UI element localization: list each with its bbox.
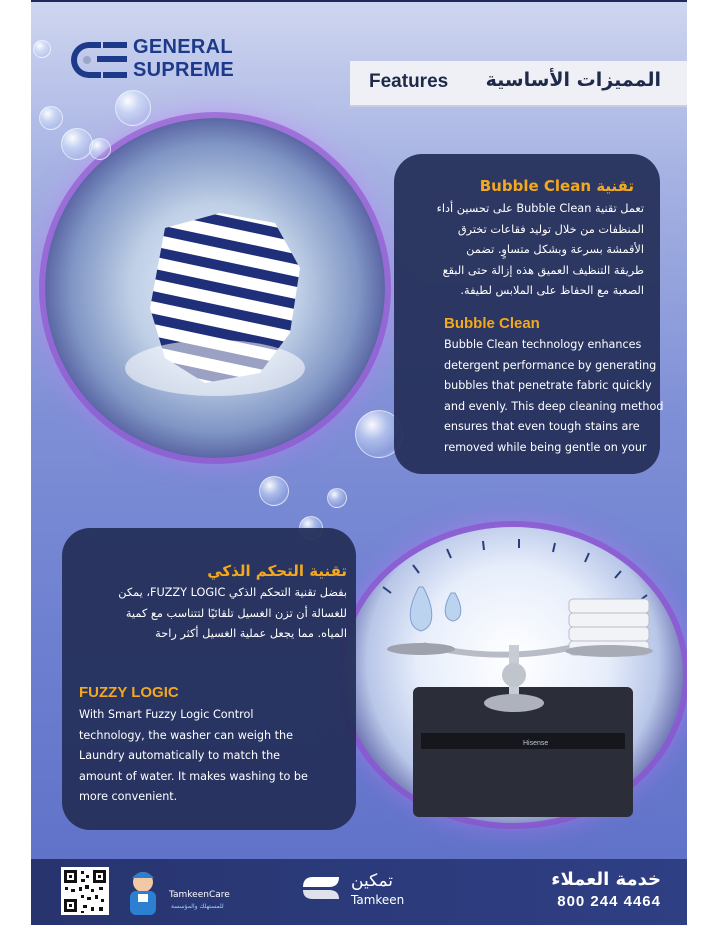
technician-mascot-icon xyxy=(117,866,169,918)
tamkeen-logo-icon xyxy=(299,873,343,903)
bubble-clean-drum-image xyxy=(45,118,385,458)
bubble-clean-card xyxy=(394,154,664,474)
brand-name xyxy=(133,36,234,82)
bubble-decoration xyxy=(327,488,347,508)
bubble-decoration xyxy=(61,128,93,160)
bubble-decoration xyxy=(115,90,151,126)
footer-bar xyxy=(31,859,687,925)
bubble-clean-ar-line: تعمل تقنية Bubble Clean على تحسين أداء xyxy=(436,202,644,215)
fuzzy-logic-en-line: Laundry automatically to match the xyxy=(79,749,281,762)
tamkeen-care-subtitle: للمستهلك والمؤسسة xyxy=(171,903,224,910)
bubble-clean-ar-line: الأقمشة بسرعة وبشكل متساوٍ. تضمن xyxy=(466,243,644,256)
features-header xyxy=(350,61,687,107)
features-title-ar: المميزات الأساسية xyxy=(485,69,661,91)
bubble-clean-ar-line: الصعبة مع الحفاظ على الملابس لطيفة. xyxy=(460,284,644,297)
bubble-clean-ar-line: المنظفات من خلال توليد فقاعات تخترق xyxy=(457,222,644,236)
bubble-clean-body-ar xyxy=(396,199,644,302)
bubble-clean-en-line: and evenly. This deep cleaning method xyxy=(444,399,664,413)
fuzzy-logic-title-ar: تقنية التحكم الذكي xyxy=(207,562,347,580)
brand-line-1: GENERAL xyxy=(133,36,233,58)
fuzzy-logic-title-en: FUZZY LOGIC xyxy=(79,684,179,701)
customer-service-label: خدمة العملاء xyxy=(551,869,661,890)
fuzzy-logic-en-line: With Smart Fuzzy Logic Control xyxy=(79,708,254,721)
general-supreme-logo xyxy=(67,36,247,86)
fuzzy-logic-en-line: amount of water. It makes washing to be xyxy=(79,769,308,783)
bubble-clean-title-en: Bubble Clean xyxy=(444,315,540,332)
fuzzy-logic-en-line: more convenient. xyxy=(79,790,178,803)
tamkeen-care-label: TamkeenCare xyxy=(169,890,230,900)
scale-icon xyxy=(343,527,683,823)
fuzzy-logic-ar-line: بفضل تقنية التحكم الذكي FUZZY LOGIC، يمكن xyxy=(118,586,347,599)
washer-panel-brand: Hisense xyxy=(523,740,549,747)
features-title-en: Features xyxy=(369,71,449,92)
fuzzy-logic-ar-line: المياه. مما يجعل عملية الغسيل أكثر راحة xyxy=(155,627,347,640)
gs-logo-icon xyxy=(67,38,129,82)
fuzzy-logic-scale-image xyxy=(343,527,683,823)
tamkeen-name-en: Tamkeen xyxy=(351,893,405,907)
tamkeen-name-ar: تمكين xyxy=(351,871,394,891)
bubble-clean-body-en xyxy=(444,335,663,458)
striped-shirt-icon xyxy=(45,118,385,458)
bubble-clean-en-line: ensures that even tough stains are xyxy=(444,420,640,433)
bubble-clean-en-line: removed while being gentle on your xyxy=(444,440,647,454)
top-border xyxy=(31,0,687,2)
customer-service-phone[interactable]: 800 244 4464 xyxy=(557,893,661,910)
fuzzy-logic-en-line: technology, the washer can weigh the xyxy=(79,728,294,742)
bubble-decoration xyxy=(39,106,63,130)
bubble-clean-title-ar: تقنية Bubble Clean xyxy=(479,177,634,195)
brand-line-2: SUPREME xyxy=(133,59,235,81)
bubble-clean-ar-line: طريقة التنظيف العميق هذه إزالة حتى البقع xyxy=(442,263,644,277)
fuzzy-logic-ar-line: للغسالة أن تزن الغسيل تلقائيًا لتتناسب مع كمية xyxy=(125,606,347,620)
qr-code-icon[interactable] xyxy=(61,867,109,915)
bubble-decoration xyxy=(33,40,51,58)
bubble-decoration xyxy=(259,476,289,506)
fuzzy-logic-body-ar xyxy=(71,583,347,645)
fuzzy-logic-body-en xyxy=(79,705,308,808)
bubble-decoration xyxy=(89,138,111,160)
bubble-clean-en-line: bubbles that penetrate fabric quickly xyxy=(444,379,652,392)
brochure-page xyxy=(31,0,687,925)
bubble-clean-en-line: detergent performance by generating xyxy=(444,358,657,372)
bubble-clean-en-line: Bubble Clean technology enhances xyxy=(444,338,642,351)
fuzzy-logic-card xyxy=(62,528,356,830)
